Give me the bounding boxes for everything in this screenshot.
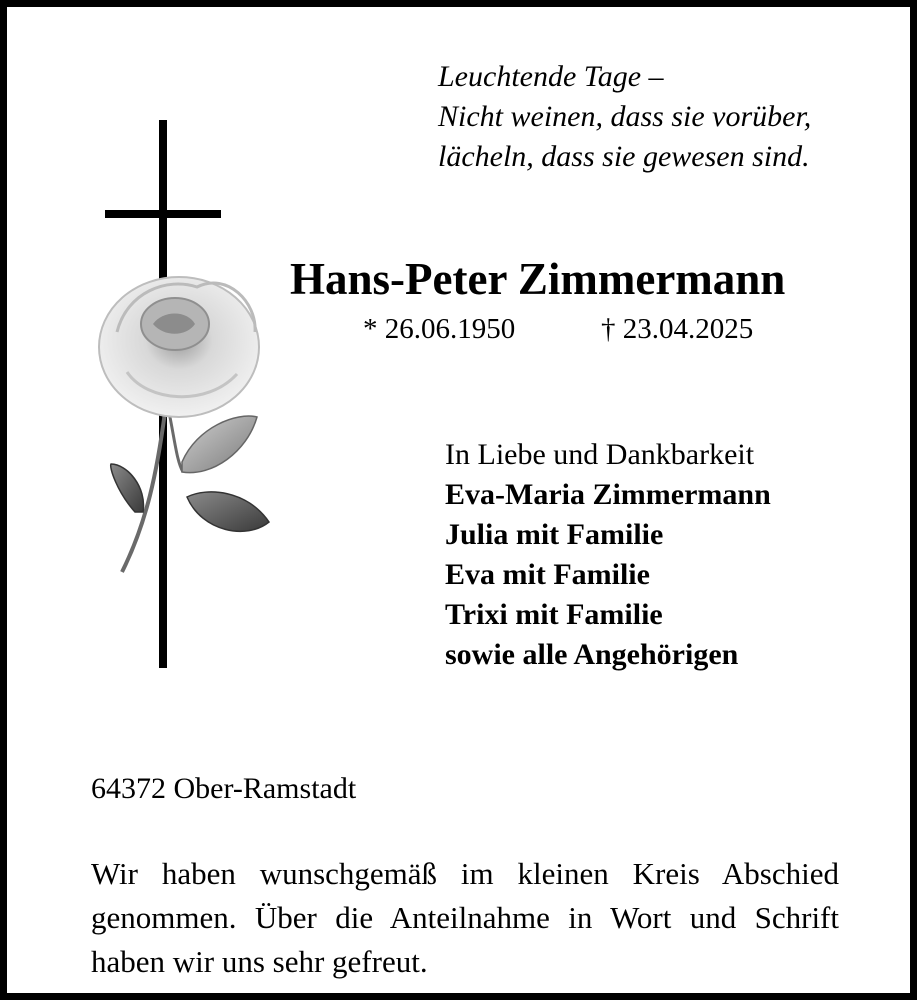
mourner-name: Eva mit Familie [445,558,650,591]
mourners-list [445,435,771,675]
mourner-name: Eva-Maria Zimmermann [445,478,771,511]
place: 64372 Ober-Ramstadt [91,772,357,805]
mourner-name: Trixi mit Familie [445,598,663,631]
birth-date: * 26.06.1950 [363,313,516,345]
death-date: † 23.04.2025 [601,313,754,345]
mourner-name: Julia mit Familie [445,518,664,551]
poem [438,57,811,177]
rose-icon [99,277,269,572]
poem-line: Nicht weinen, dass sie vorüber, [438,100,812,133]
cross-with-rose-illustration [87,112,287,677]
mourner-name: sowie alle Angehörigen [445,638,739,671]
poem-line: lächeln, dass sie gewesen sind. [438,140,810,173]
closing-text: Wir haben wunschgemäß im kleinen Kreis Abschied genommen. Über die Anteilnahme in Wort und Schrift haben wir uns sehr gefreut. [91,856,839,979]
mourners-intro: In Liebe und Dankbarkeit [445,438,755,471]
poem-line: Leuchtende Tage – [438,60,664,93]
deceased-name: Hans-Peter Zimmermann [290,254,786,304]
